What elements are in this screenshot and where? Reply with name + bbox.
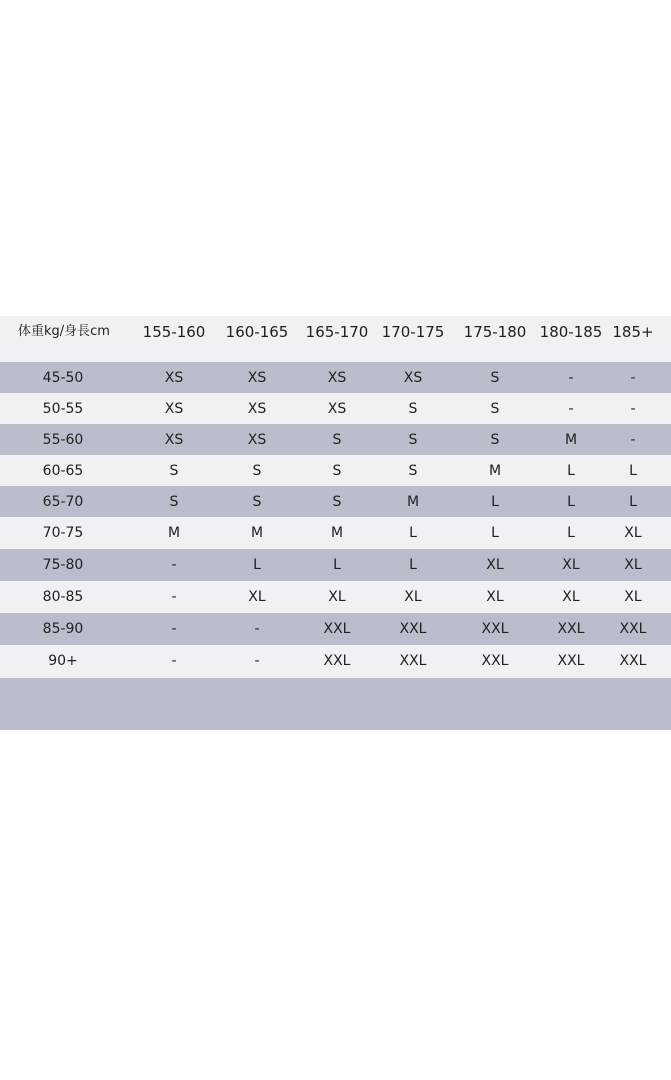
table-row (0, 613, 671, 645)
header-height-7: 185+ (612, 323, 654, 341)
size-cell: - (630, 370, 636, 386)
size-cell: XL (562, 589, 580, 605)
size-cell: M (250, 525, 264, 541)
size-cell: XXL (481, 621, 509, 637)
size-cell: S (490, 401, 500, 417)
size-cell: S (332, 494, 342, 510)
size-cell: XS (164, 432, 184, 448)
size-cell: - (568, 401, 574, 417)
table-row (0, 455, 671, 487)
size-cell: XXL (619, 621, 647, 637)
size-cell: S (408, 463, 418, 479)
size-cell: L (567, 463, 575, 479)
size-cell: - (568, 370, 574, 386)
size-cell: XL (562, 557, 580, 573)
weight-label: 85-90 (42, 621, 84, 637)
size-cell: S (169, 463, 179, 479)
header-height-1: 155-160 (142, 323, 206, 341)
size-cell: S (490, 370, 500, 386)
size-cell: M (406, 494, 420, 510)
table-row (0, 645, 671, 677)
size-cell: L (491, 494, 499, 510)
size-cell: S (252, 494, 262, 510)
table-row (0, 486, 671, 518)
size-cell: XXL (323, 653, 351, 669)
size-cell: XXL (557, 621, 585, 637)
size-cell: XS (327, 370, 347, 386)
size-cell: - (254, 621, 260, 637)
size-cell: XXL (323, 621, 351, 637)
size-cell: S (408, 401, 418, 417)
size-cell: XS (247, 370, 267, 386)
footer-band (0, 678, 671, 730)
table-row (0, 549, 671, 581)
size-cell: XXL (481, 653, 509, 669)
size-cell: XS (403, 370, 423, 386)
size-cell: S (490, 432, 500, 448)
size-cell: XXL (557, 653, 585, 669)
size-cell: M (167, 525, 181, 541)
size-chart-table (0, 316, 671, 730)
size-cell: XL (624, 525, 642, 541)
header-height-6: 180-185 (539, 323, 603, 341)
size-cell: XL (328, 589, 346, 605)
size-cell: XXL (619, 653, 647, 669)
size-cell: - (171, 653, 177, 669)
table-row (0, 362, 671, 394)
weight-label: 80-85 (42, 589, 84, 605)
size-cell: S (332, 463, 342, 479)
size-cell: XL (486, 589, 504, 605)
size-cell: - (171, 621, 177, 637)
header-height-3: 165-170 (305, 323, 369, 341)
size-cell: XL (248, 589, 266, 605)
size-cell: S (408, 432, 418, 448)
header-height-4: 170-175 (381, 323, 445, 341)
weight-label: 65-70 (42, 494, 84, 510)
size-cell: XXL (399, 653, 427, 669)
size-cell: XS (164, 401, 184, 417)
size-cell: S (332, 432, 342, 448)
size-cell: L (491, 525, 499, 541)
header-height-5: 175-180 (463, 323, 527, 341)
corner-label: 体重kg/身長cm (18, 324, 110, 339)
weight-label: 75-80 (42, 557, 84, 573)
table-row (0, 517, 671, 549)
size-cell: - (630, 401, 636, 417)
size-cell: L (629, 494, 637, 510)
size-cell: XS (247, 432, 267, 448)
size-cell: L (567, 525, 575, 541)
header-height-2: 160-165 (225, 323, 289, 341)
weight-label: 55-60 (42, 432, 84, 448)
size-cell: L (567, 494, 575, 510)
weight-label: 45-50 (42, 370, 84, 386)
table-row (0, 393, 671, 425)
size-cell: XL (624, 557, 642, 573)
size-cell: - (171, 589, 177, 605)
weight-label: 50-55 (42, 401, 84, 417)
size-cell: XXL (399, 621, 427, 637)
size-cell: XL (486, 557, 504, 573)
size-cell: XL (624, 589, 642, 605)
size-cell: L (629, 463, 637, 479)
size-cell: S (169, 494, 179, 510)
size-cell: - (171, 557, 177, 573)
size-cell: XL (404, 589, 422, 605)
size-cell: XS (327, 401, 347, 417)
size-cell: - (254, 653, 260, 669)
size-cell: XS (164, 370, 184, 386)
weight-label: 70-75 (42, 525, 84, 541)
weight-label: 90+ (48, 653, 78, 669)
size-cell: L (409, 557, 417, 573)
weight-label: 60-65 (42, 463, 84, 479)
table-row (0, 424, 671, 456)
size-cell: M (488, 463, 502, 479)
size-cell: M (564, 432, 578, 448)
size-cell: L (333, 557, 341, 573)
size-cell: L (253, 557, 261, 573)
size-cell: M (330, 525, 344, 541)
table-row (0, 581, 671, 613)
size-cell: - (630, 432, 636, 448)
header-row (0, 316, 671, 348)
size-cell: L (409, 525, 417, 541)
size-cell: XS (247, 401, 267, 417)
size-cell: S (252, 463, 262, 479)
